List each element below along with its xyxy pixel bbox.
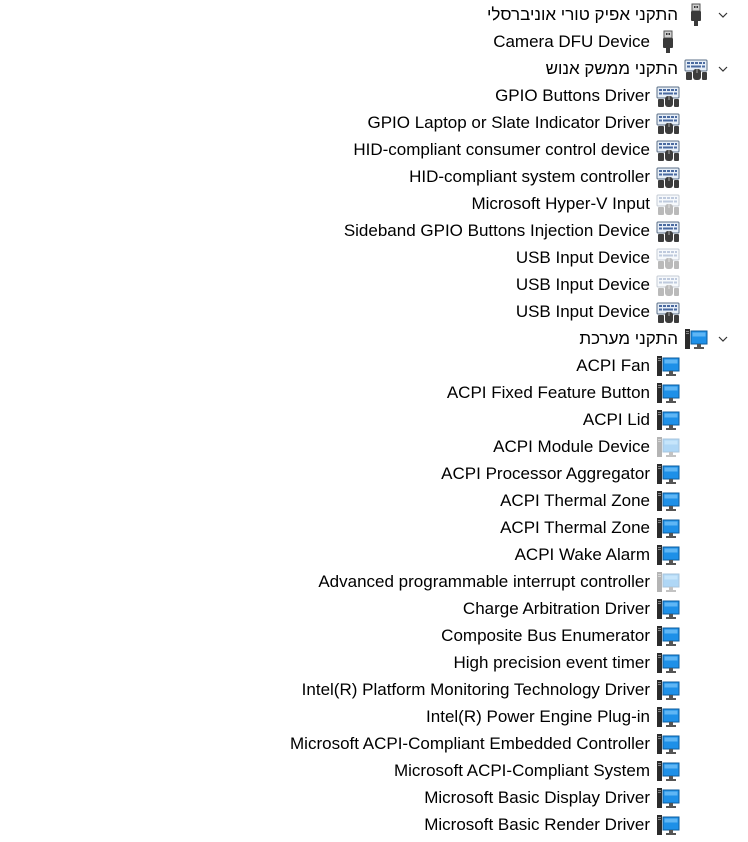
device-label: ACPI Fixed Feature Button [446,383,650,402]
system-device-monitor-icon [656,516,680,540]
system-device-monitor-icon [656,705,680,729]
system-device-monitor-icon [656,543,680,567]
chevron-down-icon[interactable] [716,325,730,352]
tree-item-device[interactable] [463,595,680,622]
device-label: High precision event timer [453,653,650,672]
tree-item-device[interactable] [516,298,680,325]
device-label: HID-compliant consumer control device [353,140,650,159]
tree-category[interactable] [579,325,708,352]
device-label: GPIO Laptop or Slate Indicator Driver [367,113,650,132]
device-label: Microsoft ACPI-Compliant Embedded Controller [290,734,650,753]
device-label: Microsoft Hyper-V Input [471,194,650,213]
tree-item-device[interactable] [516,244,680,271]
tree-item-device[interactable] [302,676,680,703]
device-label: HID-compliant system controller [409,167,650,186]
tree-item-device[interactable] [500,487,680,514]
tree-item-device[interactable] [290,730,680,757]
system-device-monitor-icon [656,678,680,702]
tree-item-device[interactable] [576,352,680,379]
device-label: GPIO Buttons Driver [495,86,650,105]
device-label: Intel(R) Power Engine Plug-in [426,707,650,726]
device-label: ACPI Module Device [493,437,650,456]
device-label: ACPI Lid [582,410,650,429]
hid-keyboard-icon [656,192,680,216]
device-label: USB Input Device [515,248,650,267]
category-label: התקני ממשק אנוש [545,59,678,78]
chevron-down-icon[interactable] [716,55,730,82]
system-device-monitor-icon [656,813,680,837]
system-device-monitor-icon [656,408,680,432]
tree-item-device[interactable] [426,703,680,730]
system-device-monitor-icon [656,759,680,783]
device-label: USB Input Device [515,302,650,321]
device-label: Microsoft ACPI-Compliant System [393,761,650,780]
tree-category[interactable] [487,1,708,28]
tree-item-device[interactable] [424,811,680,838]
hid-keyboard-icon [684,57,708,81]
usb-connector-icon [684,3,708,27]
device-label: USB Input Device [515,275,650,294]
tree-item-device[interactable] [441,622,680,649]
tree-item-device[interactable] [516,271,680,298]
hid-keyboard-icon [656,138,680,162]
device-label: ACPI Processor Aggregator [441,464,650,483]
tree-item-device[interactable] [409,163,680,190]
device-label: Microsoft Basic Render Driver [424,815,650,834]
device-label: Camera DFU Device [493,32,650,51]
tree-category[interactable] [546,55,708,82]
hid-keyboard-icon [656,219,680,243]
tree-item-device[interactable] [394,757,680,784]
device-label: ACPI Fan [576,356,650,375]
category-label: התקני אפיק טורי אוניברסלי [486,5,678,24]
tree-item-device[interactable] [453,649,680,676]
system-device-monitor-icon [684,327,708,351]
tree-item-device[interactable] [353,136,680,163]
tree-item-device[interactable] [441,460,680,487]
device-label: ACPI Wake Alarm [514,545,650,564]
system-device-monitor-icon [656,381,680,405]
tree-item-device[interactable] [495,82,680,109]
hid-keyboard-icon [656,300,680,324]
system-device-monitor-icon [656,435,680,459]
hid-keyboard-icon [656,84,680,108]
tree-item-device[interactable] [318,568,680,595]
tree-item-device[interactable] [493,28,680,55]
system-device-monitor-icon [656,354,680,378]
device-label: Intel(R) Platform Monitoring Technology Driver [301,680,650,699]
device-label: Microsoft Basic Display Driver [424,788,650,807]
device-label: Sideband GPIO Buttons Injection Device [343,221,650,240]
device-label: Charge Arbitration Driver [462,599,650,618]
hid-keyboard-icon [656,246,680,270]
tree-item-device[interactable] [493,433,680,460]
tree-item-device[interactable] [447,379,680,406]
tree-item-device[interactable] [344,217,680,244]
device-label: Advanced programmable interrupt controller [318,572,650,591]
usb-connector-icon [656,30,680,54]
hid-keyboard-icon [656,165,680,189]
category-label: התקני מערכת [579,329,678,348]
tree-item-device[interactable] [367,109,680,136]
device-label: ACPI Thermal Zone [500,491,650,510]
system-device-monitor-icon [656,462,680,486]
system-device-monitor-icon [656,786,680,810]
hid-keyboard-icon [656,111,680,135]
tree-item-device[interactable] [471,190,680,217]
system-device-monitor-icon [656,732,680,756]
system-device-monitor-icon [656,624,680,648]
device-label: Composite Bus Enumerator [441,626,650,645]
system-device-monitor-icon [656,489,680,513]
chevron-down-icon[interactable] [716,1,730,28]
tree-item-device[interactable] [515,541,680,568]
system-device-monitor-icon [656,570,680,594]
tree-item-device[interactable] [583,406,680,433]
tree-item-device[interactable] [500,514,680,541]
tree-item-device[interactable] [424,784,680,811]
system-device-monitor-icon [656,651,680,675]
hid-keyboard-icon [656,273,680,297]
system-device-monitor-icon [656,597,680,621]
device-label: ACPI Thermal Zone [500,518,650,537]
